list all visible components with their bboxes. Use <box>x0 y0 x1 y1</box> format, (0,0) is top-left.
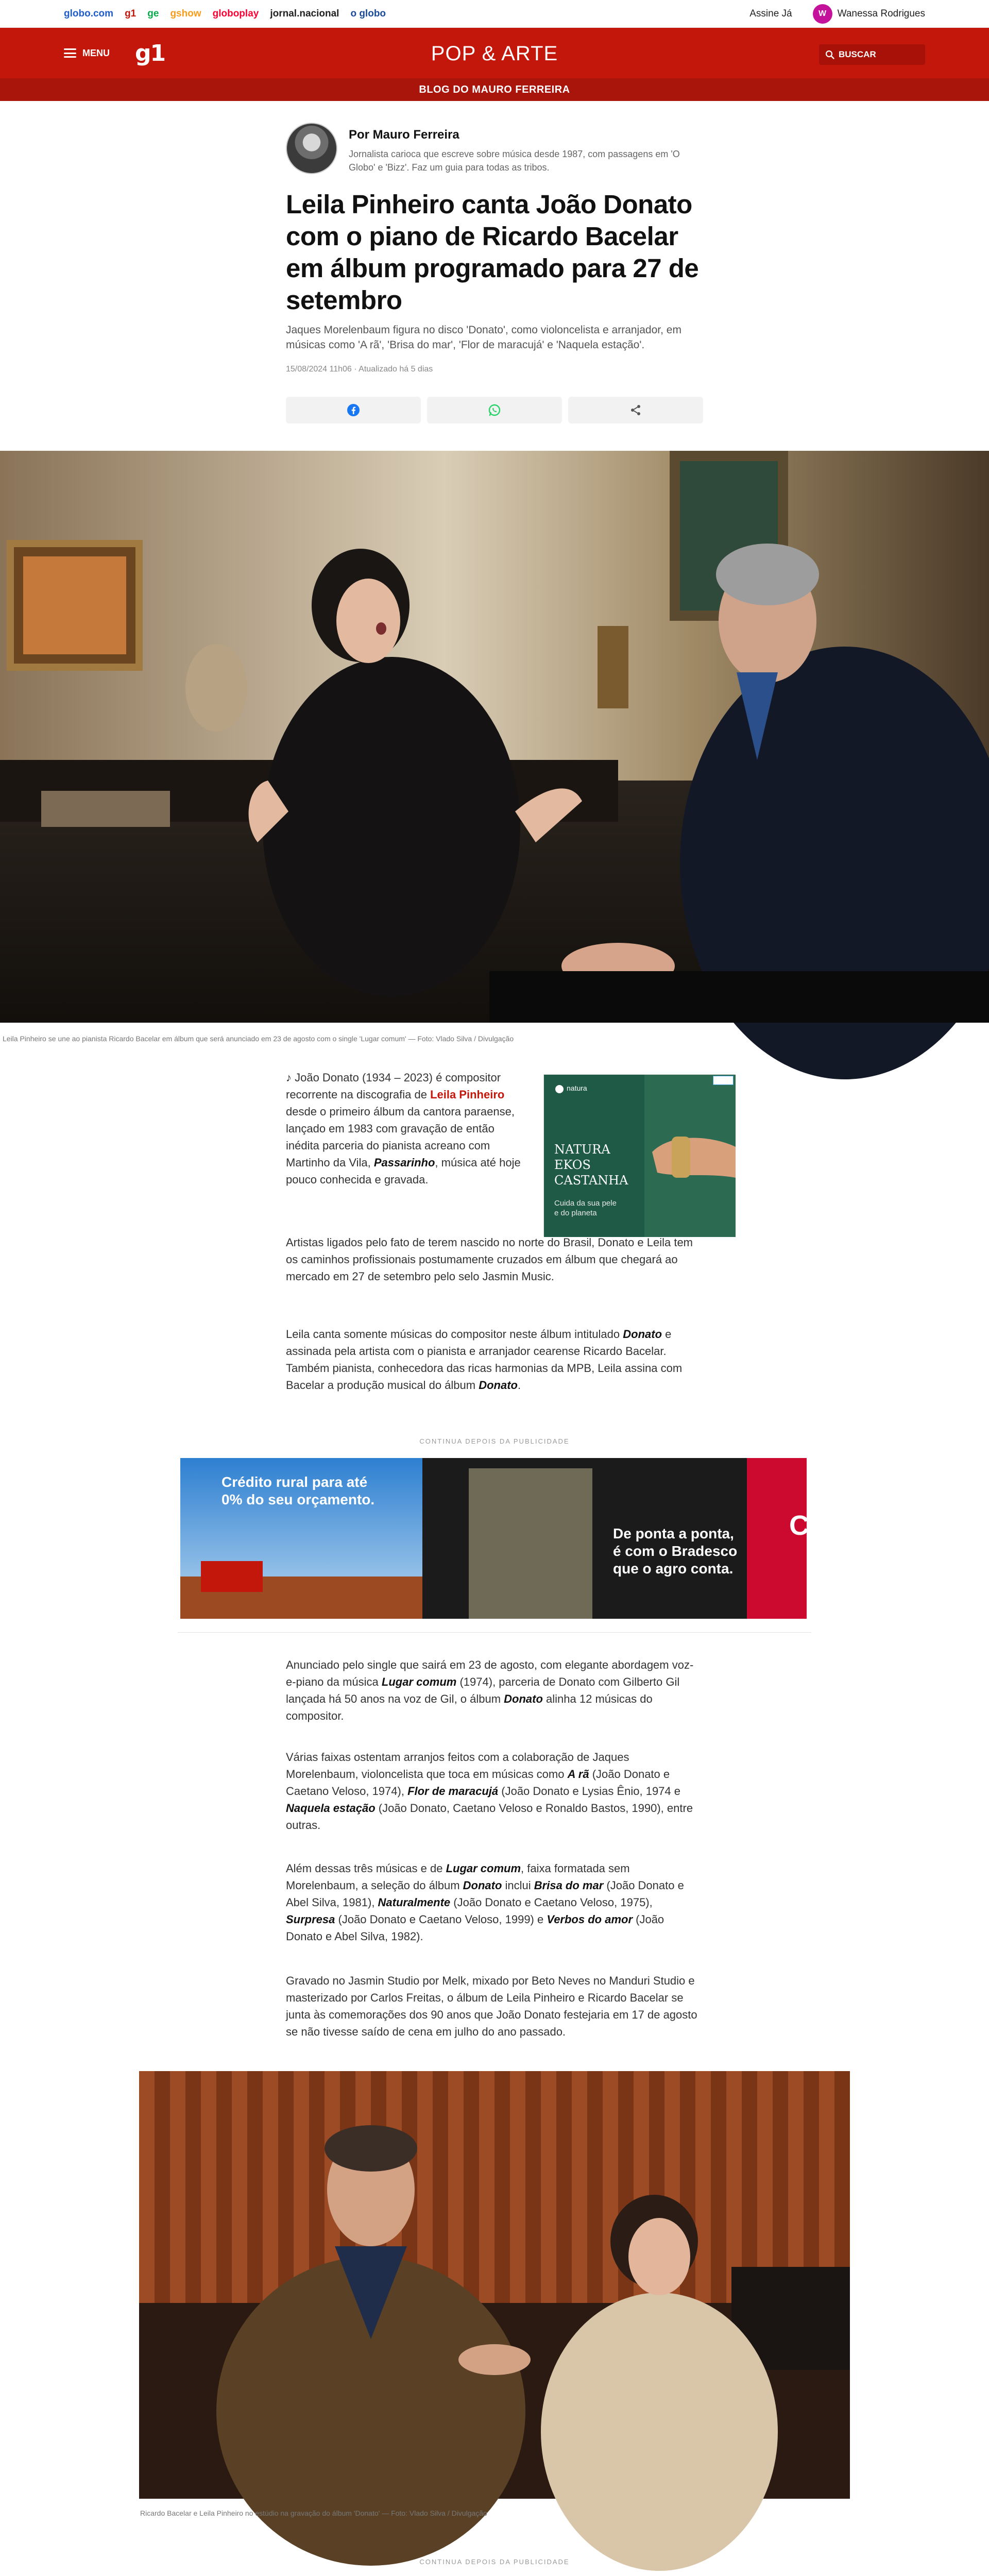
search-label: BUSCAR <box>839 49 876 59</box>
hero-caption: Leila Pinheiro se une ao pianista Ricardo Bacelar em álbum que será anunciado em 23 de agosto com o single 'Lugar comum' — Foto: Vlado Silva / Divulgação <box>3 1035 514 1043</box>
author-block <box>286 123 703 179</box>
author-name: Por Mauro Ferreira <box>349 128 459 142</box>
network-link-0[interactable]: globo.com <box>64 8 114 19</box>
ad-choices-icon[interactable] <box>713 1076 734 1085</box>
avatar[interactable]: W <box>813 4 832 24</box>
bradesco-ad-banner[interactable] <box>180 1458 807 1619</box>
paragraph-2: Artistas ligados pelo fato de terem nascido no norte do Brasil, Donato e Leila tem os caminhos profissionais postumamente cruzados em álbum que chegará ao mercado em 27 de setembro pelo selo Jasmin Music. <box>286 1236 693 1283</box>
studio-photo-illustration <box>139 2071 850 2499</box>
ad-label: CONTINUA DEPOIS DA PUBLICIDADE <box>419 1437 570 1445</box>
studio-photo-caption: Ricardo Bacelar e Leila Pinheiro no estúdio na gravação do álbum 'Donato' — Foto: Vlado Silva / Divulgação <box>140 2509 487 2517</box>
article-subtitle: Jaques Morelenbaum figura no disco 'Donato', como violoncelista e arranjador, em músicas como 'A rã', 'Brisa do mar', 'Flor de maracujá' e 'Naquela estação'. <box>286 324 681 351</box>
natura-ad-title: NATURA EKOS CASTANHA <box>554 1142 628 1188</box>
user-menu[interactable] <box>813 4 925 24</box>
network-links <box>64 0 386 28</box>
menu-label: MENU <box>82 47 110 58</box>
author-photo <box>286 123 337 174</box>
network-link-6[interactable]: o globo <box>350 8 386 19</box>
author-bio: Jornalista carioca que escreve sobre música desde 1987, com passagens em 'O Globo' e 'Bizz'. Faz um guia para todas as tribos. <box>349 149 680 173</box>
article-headline: Leila Pinheiro canta João Donato com o piano de Ricardo Bacelar em álbum programado para 27 de setembro <box>286 190 699 315</box>
paragraph-6: Além dessas três músicas e de Lugar comum, faixa formatada sem Morelenbaum, a seleção do álbum Donato inclui Brisa do mar (João Donato e Abel Silva, 1981), Naturalmente (João Donato e Caetano Veloso, 1975), Surpresa (João Donato e Caetano Veloso, 1999) e Verbos do amor (João Donato e Abel Silva, 1982). <box>286 1862 684 1943</box>
subscribe-link[interactable]: Assine Já <box>749 8 792 19</box>
search-button[interactable] <box>819 44 925 65</box>
article-date: 15/08/2024 11h06 · Atualizado há 5 dias <box>286 365 433 374</box>
network-link-3[interactable]: gshow <box>170 8 201 19</box>
share-icon <box>629 404 642 416</box>
share-more-button[interactable] <box>568 397 703 423</box>
blog-name-bar[interactable]: BLOG DO MAURO FERREIRA <box>0 78 989 101</box>
artist-link[interactable]: Leila Pinheiro <box>430 1088 505 1101</box>
bradesco-ad-left-text: Crédito rural para até 0% do seu orçamento. <box>221 1474 375 1507</box>
section-title[interactable]: POP & ARTE <box>431 42 558 65</box>
paragraph-1: ♪ João Donato (1934 – 2023) é compositor recorrente na discografia de Leila Pinheiro desde o primeiro álbum da cantora paraense, lançado em 1983 com gravação de então inédita parceria do pianista acreano com Martinho da Vila, Passarinho, música até hoje pouco conhecida e gravada. <box>286 1071 521 1186</box>
bradesco-ad-edge-letter: C <box>789 1510 809 1541</box>
share-facebook-button[interactable] <box>286 397 421 423</box>
natura-brand: natura <box>567 1084 587 1092</box>
network-link-5[interactable]: jornal.nacional <box>270 8 339 19</box>
hero-photo[interactable] <box>0 451 989 1023</box>
natura-ad[interactable] <box>543 1074 735 1236</box>
whatsapp-icon <box>488 403 501 417</box>
network-link-2[interactable]: ge <box>147 8 159 19</box>
studio-photo[interactable] <box>139 2071 850 2499</box>
divider <box>178 1632 811 1633</box>
ad-label-2: CONTINUA DEPOIS DA PUBLICIDADE <box>419 2558 570 2566</box>
bradesco-ad-right-text: De ponta a ponta, é com o Bradesco que o agro conta. <box>613 1526 738 1577</box>
paragraph-7: Gravado no Jasmin Studio por Melk, mixado por Beto Neves no Manduri Studio e masterizado por Carlos Freitas, o álbum de Leila Pinheiro e Ricardo Bacelar se junta às comemorações dos 90 anos que João Donato festejaria em 17 de agosto se não tivesse saído de cena em julho do ano passado. <box>286 1974 697 2038</box>
globo-network-bar <box>0 0 989 28</box>
natura-ad-tagline: Cuida da sua pele e do planeta <box>554 1199 617 1217</box>
user-name[interactable]: Wanessa Rodrigues <box>837 8 925 19</box>
hero-photo-illustration <box>0 451 989 1023</box>
g1-logo[interactable]: g1 <box>135 40 165 66</box>
network-link-4[interactable]: globoplay <box>212 8 259 19</box>
paragraph-4: Anunciado pelo single que sairá em 23 de agosto, com elegante abordagem voz-e-piano da música Lugar comum (1974), parceria de Donato com Gilberto Gil lançada há 50 anos na voz de Gil, o álbum Donato alinha 12 músicas do compositor. <box>286 1658 694 1722</box>
paragraph-5: Várias faixas ostentam arranjos feitos com a colaboração de Jaques Morelenbaum, violoncelista que toca em músicas como A rã (João Donato e Caetano Veloso, 1974), Flor de maracujá (João Donato e Lysias Ênio, 1974 e Naquela estação (João Donato, Caetano Veloso e Ronaldo Bastos, 1990), entre outras. <box>286 1751 693 1832</box>
paragraph-3: Leila canta somente músicas do compositor neste álbum intitulado Donato e assinada pela artista com o pianista e arranjador cearense Ricardo Bacelar. Também pianista, conhecedora das ricas harmonias da MPB, Leila assina com Bacelar a produção musical do álbum Donato. <box>286 1328 683 1392</box>
search-icon <box>825 50 834 59</box>
share-whatsapp-button[interactable] <box>427 397 562 423</box>
site-header <box>0 28 989 78</box>
facebook-icon <box>347 403 360 417</box>
network-link-1[interactable]: g1 <box>125 8 137 19</box>
